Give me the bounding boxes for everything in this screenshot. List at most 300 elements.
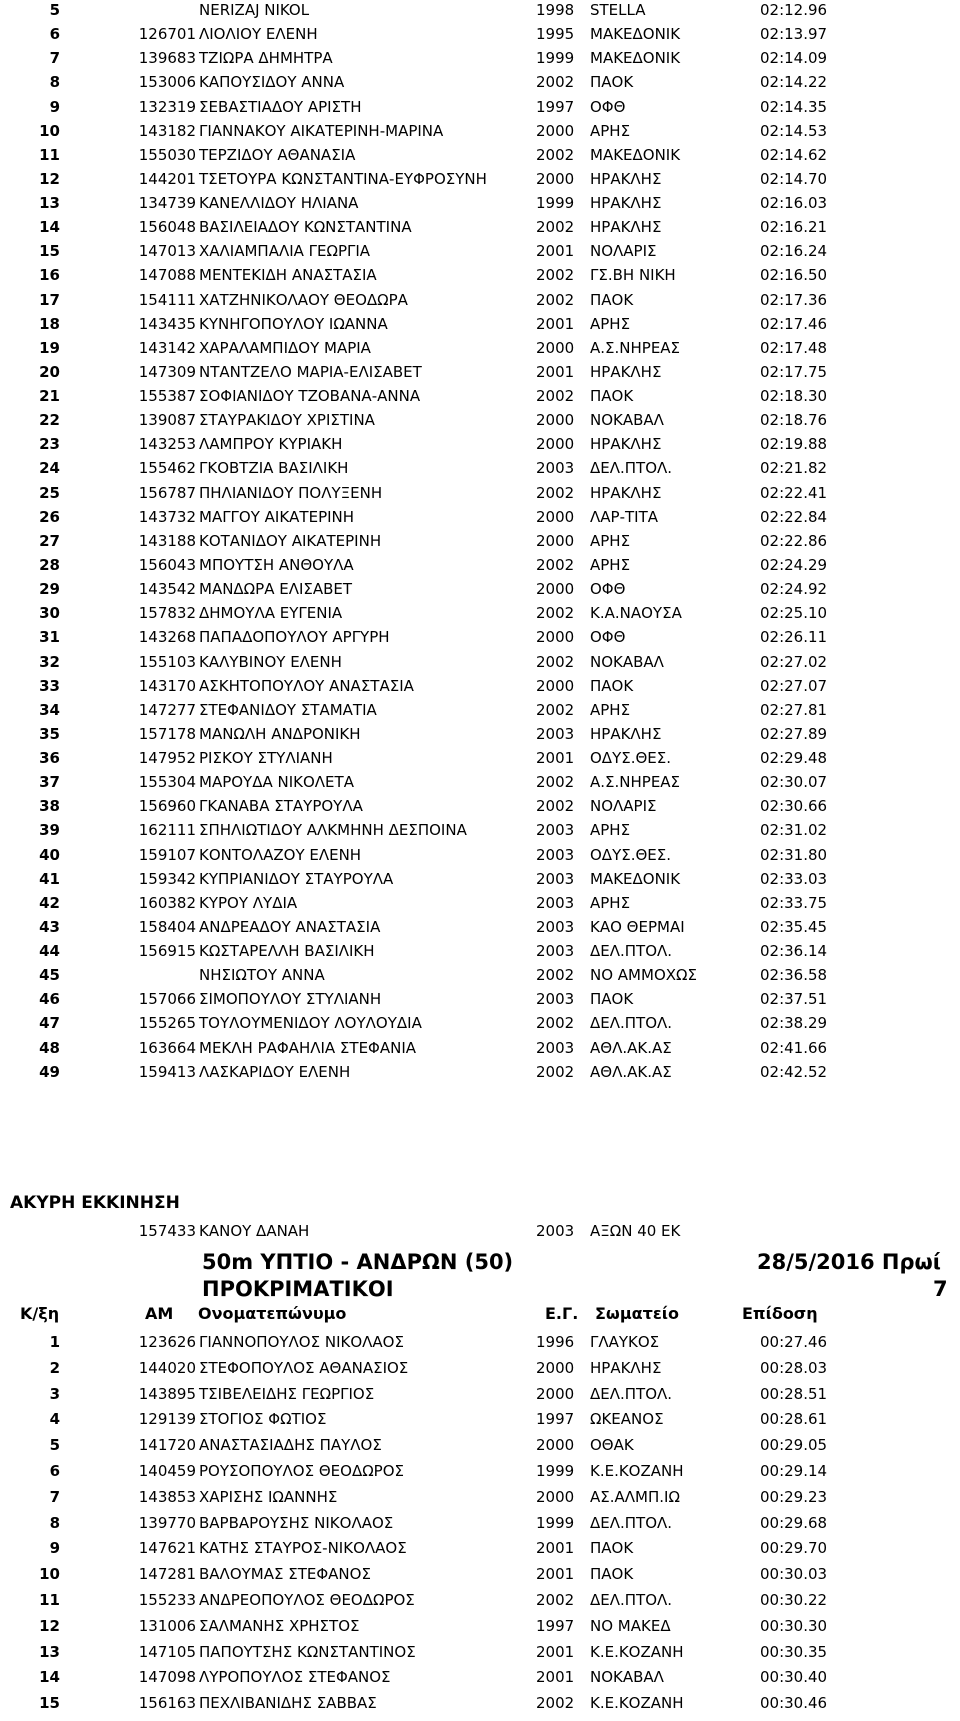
- result-year: 2001: [536, 1539, 575, 1558]
- result-name: ΠΑΠΑΔΟΠΟΥΛΟΥ ΑΡΓΥΡΗ: [199, 628, 390, 647]
- result-am: 156048: [138, 218, 196, 237]
- result-year: 2002: [536, 218, 575, 237]
- result-am: 129139: [138, 1410, 196, 1429]
- result-club: ΠΑΟΚ: [590, 676, 634, 695]
- result-club: ΝΟΛΑΡΙΣ: [590, 242, 657, 261]
- result-am: 134739: [138, 194, 196, 213]
- result-am: 157832: [138, 604, 196, 623]
- result-time: 02:27.89: [760, 724, 828, 743]
- result-name: ΒΑΡΒΑΡΟΥΣΗΣ ΝΙΚΟΛΑΟΣ: [199, 1513, 394, 1532]
- result-name: ΣΤΑΥΡΑΚΙΔΟΥ ΧΡΙΣΤΙΝΑ: [199, 411, 375, 430]
- result-rank: 16: [39, 266, 60, 285]
- result-time: 02:16.24: [760, 242, 828, 261]
- result-am: 155265: [138, 1014, 196, 1033]
- result-row: [0, 1538, 960, 1565]
- result-year: 2002: [536, 1694, 575, 1713]
- result-am: 143435: [138, 314, 196, 333]
- result-am: 155030: [138, 145, 196, 164]
- result-year: 2000: [536, 580, 575, 599]
- result-am: 147309: [138, 362, 196, 381]
- result-year: 2003: [536, 1038, 575, 1057]
- result-row: [0, 1221, 960, 1248]
- result-am: 147281: [138, 1565, 196, 1584]
- result-rank: 40: [39, 845, 60, 864]
- result-rank: 28: [39, 555, 60, 574]
- result-year: 2002: [536, 604, 575, 623]
- result-rank: 39: [39, 821, 60, 840]
- result-club: ΠΑΟΚ: [590, 990, 634, 1009]
- result-row: [0, 1384, 960, 1411]
- result-name: ΝΗΣΙΩΤΟΥ ΑΝΝΑ: [199, 966, 325, 985]
- event-round: ΠΡΟΚΡΙΜΑΤΙΚΟΙ: [202, 1277, 394, 1301]
- result-year: 1999: [536, 194, 575, 213]
- result-rank: 11: [39, 145, 60, 164]
- result-time: 00:30.35: [760, 1642, 828, 1661]
- result-year: 2003: [536, 942, 575, 961]
- result-club: STELLA: [590, 1, 646, 19]
- result-year: 2003: [536, 821, 575, 840]
- result-year: 2000: [536, 338, 575, 357]
- result-club: ΟΘΑΚ: [590, 1436, 634, 1455]
- event-session: 7: [933, 1277, 948, 1301]
- result-rank: 31: [39, 628, 60, 647]
- result-name: ΚΥΝΗΓΟΠΟΥΛΟΥ ΙΩΑΝΝΑ: [199, 314, 388, 333]
- result-row: [0, 820, 960, 847]
- result-am: 140459: [138, 1462, 196, 1480]
- result-time: 00:30.40: [760, 1668, 828, 1687]
- result-row: [0, 434, 960, 461]
- result-club: ΔΕΛ.ΠΤΟΛ.: [590, 1014, 673, 1033]
- result-club: ΜΑΚΕΔΟΝΙΚ: [590, 25, 681, 44]
- result-rank: 18: [39, 314, 60, 333]
- result-name: ΣΑΛΜΑΝΗΣ ΧΡΗΣΤΟΣ: [199, 1616, 360, 1635]
- result-rank: 2: [49, 1358, 60, 1377]
- result-row: [0, 700, 960, 727]
- result-name: ΓΚΟΒΤΖΙΑ ΒΑΣΙΛΙΚΗ: [199, 459, 349, 478]
- result-rank: 10: [39, 1565, 60, 1584]
- result-rank: 33: [39, 676, 60, 695]
- result-year: 2002: [536, 387, 575, 406]
- result-time: 02:17.48: [760, 338, 828, 357]
- result-time: 02:31.80: [760, 845, 828, 864]
- result-club: ΑΡΗΣ: [590, 893, 631, 912]
- result-year: 2000: [536, 676, 575, 695]
- result-time: 02:12.96: [760, 1, 828, 19]
- result-time: 00:28.51: [760, 1384, 828, 1403]
- result-name: ΤΕΡΖΙΔΟΥ ΑΘΑΝΑΣΙΑ: [199, 145, 356, 164]
- result-name: ΠΗΛΙΑΝΙΔΟΥ ΠΟΛΥΞΕΝΗ: [199, 483, 383, 502]
- header-club: Σωματείο: [595, 1304, 679, 1323]
- result-time: 02:14.35: [760, 97, 828, 116]
- result-name: ΣΙΜΟΠΟΥΛΟΥ ΣΤΥΛΙΑΝΗ: [199, 990, 382, 1009]
- result-rank: 29: [39, 580, 60, 599]
- result-year: 2002: [536, 773, 575, 792]
- result-rank: 23: [39, 435, 60, 454]
- result-club: ΠΑΟΚ: [590, 1539, 634, 1558]
- result-am: 157066: [138, 990, 196, 1009]
- result-rank: 49: [39, 1062, 60, 1081]
- result-club: ΑΣ.ΑΛΜΠ.ΙΩ: [590, 1487, 680, 1506]
- result-time: 02:16.50: [760, 266, 828, 285]
- result-name: ΧΑΤΖΗΝΙΚΟΛΑΟΥ ΘΕΟΔΩΡΑ: [199, 290, 408, 309]
- result-year: 2001: [536, 362, 575, 381]
- result-year: 2002: [536, 145, 575, 164]
- result-club: ΝΟΚΑΒΑΛ: [590, 652, 664, 671]
- result-row: [0, 314, 960, 341]
- result-club: ΑΡΗΣ: [590, 314, 631, 333]
- result-year: 2000: [536, 628, 575, 647]
- result-year: 1997: [536, 1616, 575, 1635]
- result-time: 02:19.88: [760, 435, 828, 454]
- result-rank: 15: [39, 242, 60, 261]
- result-am: 143182: [138, 121, 196, 140]
- result-rank: 9: [49, 1539, 60, 1558]
- result-rank: 3: [49, 1384, 60, 1403]
- result-name: ΑΣΚΗΤΟΠΟΥΛΟΥ ΑΝΑΣΤΑΣΙΑ: [199, 676, 414, 695]
- result-time: 00:29.23: [760, 1487, 828, 1506]
- result-am: 156787: [138, 483, 196, 502]
- result-am: 157178: [138, 724, 196, 743]
- result-name: ΣΠΗΛΙΩΤΙΔΟΥ ΑΛΚΜΗΝΗ ΔΕΣΠΟΙΝΑ: [199, 821, 467, 840]
- header-name: Ονοματεπώνυμο: [198, 1304, 347, 1323]
- result-rank: 32: [39, 652, 60, 671]
- result-name: ΑΝΔΡΕΟΠΟΥΛΟΣ ΘΕΟΔΩΡΟΣ: [199, 1591, 415, 1609]
- result-name: ΚΟΤΑΝΙΔΟΥ ΑΙΚΑΤΕΡΙΝΗ: [199, 531, 382, 550]
- result-rank: 43: [39, 917, 60, 936]
- result-am: 153006: [138, 73, 196, 92]
- result-rank: 24: [39, 459, 60, 478]
- result-club: ΩΚΕΑΝΟΣ: [590, 1410, 664, 1429]
- result-time: 02:17.36: [760, 290, 828, 309]
- result-row: [0, 483, 960, 510]
- result-rank: 11: [39, 1591, 60, 1609]
- result-time: 02:27.81: [760, 700, 828, 719]
- result-row: [0, 748, 960, 775]
- result-rank: 4: [49, 1410, 60, 1429]
- result-row: [0, 48, 960, 75]
- result-year: 2000: [536, 1384, 575, 1403]
- result-year: 2000: [536, 169, 575, 188]
- result-rank: 44: [39, 942, 60, 961]
- result-am: 147088: [138, 266, 196, 285]
- result-name: ΡΙΣΚΟΥ ΣΤΥΛΙΑΝΗ: [199, 749, 333, 768]
- result-am: 143188: [138, 531, 196, 550]
- result-club: Κ.Ε.ΚΟΖΑΝΗ: [590, 1694, 684, 1713]
- result-club: Κ.Ε.ΚΟΖΑΝΗ: [590, 1462, 684, 1480]
- result-year: 2003: [536, 893, 575, 912]
- result-time: 00:29.68: [760, 1513, 828, 1532]
- result-rank: 25: [39, 483, 60, 502]
- result-year: 2002: [536, 1591, 575, 1609]
- result-row: [0, 796, 960, 823]
- result-club: ΛΑΡ-ΤΙΤΑ: [590, 507, 658, 526]
- result-name: ΡΟΥΣΟΠΟΥΛΟΣ ΘΕΟΔΩΡΟΣ: [199, 1462, 405, 1480]
- result-row: [0, 1487, 960, 1514]
- result-am: 147277: [138, 700, 196, 719]
- result-name: ΝΤΑΝΤΖΕΛΟ ΜΑΡΙΑ-ΕΛΙΣΑΒΕΤ: [199, 362, 422, 381]
- result-rank: 22: [39, 411, 60, 430]
- result-row: [0, 917, 960, 944]
- result-time: 02:36.14: [760, 942, 828, 961]
- result-time: 02:24.29: [760, 555, 828, 574]
- result-time: 02:41.66: [760, 1038, 828, 1057]
- result-year: 2000: [536, 531, 575, 550]
- result-year: 2001: [536, 1642, 575, 1661]
- result-club: Α.Σ.ΝΗΡΕΑΣ: [590, 773, 681, 792]
- result-am: 147105: [138, 1642, 196, 1661]
- result-time: 00:28.03: [760, 1358, 828, 1377]
- result-club: Κ.Α.ΝΑΟΥΣΑ: [590, 604, 682, 623]
- result-name: ΣΕΒΑΣΤΙΑΔΟΥ ΑΡΙΣΤΗ: [199, 97, 362, 116]
- result-club: ΝΟ ΑΜΜΟΧΩΣ: [590, 966, 697, 985]
- result-club: ΜΑΚΕΔΟΝΙΚ: [590, 869, 681, 888]
- result-row: [0, 1332, 960, 1359]
- result-rank: 7: [49, 49, 60, 68]
- result-name: ΓΚΑΝΑΒΑ ΣΤΑΥΡΟΥΛΑ: [199, 797, 363, 816]
- result-time: 02:21.82: [760, 459, 828, 478]
- result-row: [0, 1513, 960, 1540]
- result-time: 02:27.07: [760, 676, 828, 695]
- result-rank: 46: [39, 990, 60, 1009]
- result-name: ΒΑΣΙΛΕΙΑΔΟΥ ΚΩΝΣΤΑΝΤΙΝΑ: [199, 218, 412, 237]
- result-club: ΔΕΛ.ΠΤΟΛ.: [590, 1384, 673, 1403]
- result-club: ΝΟΚΑΒΑΛ: [590, 1668, 664, 1687]
- result-rank: 6: [49, 25, 60, 44]
- result-year: 1999: [536, 1462, 575, 1480]
- result-am: 155387: [138, 387, 196, 406]
- result-time: 00:30.03: [760, 1565, 828, 1584]
- result-row: [0, 652, 960, 679]
- result-club: ΟΦΘ: [590, 97, 626, 116]
- result-name: ΧΑΛΙΑΜΠΑΛΙΑ ΓΕΩΡΓΙΑ: [199, 242, 371, 261]
- result-am: 156163: [138, 1694, 196, 1713]
- header-time: Επίδοση: [742, 1304, 818, 1323]
- result-club: ΑΡΗΣ: [590, 821, 631, 840]
- result-rank: 36: [39, 749, 60, 768]
- result-row: [0, 869, 960, 896]
- result-name: ΚΥΡΟΥ ΛΥΔΙΑ: [199, 893, 298, 912]
- result-name: ΣΤΕΦΟΠΟΥΛΟΣ ΑΘΑΝΑΣΙΟΣ: [199, 1358, 409, 1377]
- result-time: 02:35.45: [760, 917, 828, 936]
- result-rank: 9: [49, 97, 60, 116]
- result-am: 159107: [138, 845, 196, 864]
- result-name: ΤΣΕΤΟΥΡΑ ΚΩΝΣΤΑΝΤΙΝΑ-ΕΥΦΡΟΣΥΝΗ: [199, 169, 487, 188]
- result-name: ΑΝΔΡΕΑΔΟΥ ΑΝΑΣΤΑΣΙΑ: [199, 917, 381, 936]
- result-row: [0, 531, 960, 558]
- result-am: 159413: [138, 1062, 196, 1081]
- result-name: ΒΑΛΟΥΜΑΣ ΣΤΕΦΑΝΟΣ: [199, 1565, 371, 1584]
- result-year: 2000: [536, 411, 575, 430]
- result-time: 02:22.41: [760, 483, 828, 502]
- result-club: ΟΔΥΣ.ΘΕΣ.: [590, 845, 672, 864]
- result-am: 143170: [138, 676, 196, 695]
- result-rank: 45: [39, 966, 60, 985]
- result-row: [0, 989, 960, 1016]
- result-rank: 8: [49, 73, 60, 92]
- result-year: 2002: [536, 652, 575, 671]
- header-am: ΑΜ: [145, 1304, 174, 1323]
- result-name: ΤΟΥΛΟΥΜΕΝΙΔΟΥ ΛΟΥΛΟΥΔΙΑ: [199, 1014, 422, 1033]
- result-club: ΔΕΛ.ΠΤΟΛ.: [590, 1513, 673, 1532]
- result-year: 2000: [536, 435, 575, 454]
- result-rank: 14: [39, 218, 60, 237]
- result-club: ΑΡΗΣ: [590, 555, 631, 574]
- result-row: [0, 1013, 960, 1040]
- result-time: 00:28.61: [760, 1410, 828, 1429]
- result-time: 02:16.03: [760, 194, 828, 213]
- result-name: ΣΟΦΙΑΝΙΔΟΥ ΤΖΟΒΑΝΑ-ΑΝΝΑ: [199, 387, 421, 406]
- result-year: 2002: [536, 700, 575, 719]
- result-row: [0, 121, 960, 148]
- result-time: 02:42.52: [760, 1062, 828, 1081]
- result-row: [0, 72, 960, 99]
- result-year: 2002: [536, 1014, 575, 1033]
- result-row: [0, 1590, 960, 1617]
- result-row: [0, 386, 960, 413]
- result-year: 2000: [536, 1358, 575, 1377]
- result-year: 2002: [536, 483, 575, 502]
- result-time: 02:37.51: [760, 990, 828, 1009]
- result-club: ΗΡΑΚΛΗΣ: [590, 483, 662, 502]
- result-time: 02:18.76: [760, 411, 828, 430]
- result-time: 02:14.70: [760, 169, 828, 188]
- result-year: 2002: [536, 290, 575, 309]
- result-year: 1995: [536, 25, 575, 44]
- result-name: ΜΑΓΓΟΥ ΑΙΚΑΤΕΡΙΝΗ: [199, 507, 355, 526]
- result-name: ΚΥΠΡΙΑΝΙΔΟΥ ΣΤΑΥΡΟΥΛΑ: [199, 869, 394, 888]
- result-am: 147621: [138, 1539, 196, 1558]
- result-name: ΚΩΣΤΑΡΕΛΛΗ ΒΑΣΙΛΙΚΗ: [199, 942, 375, 961]
- result-am: 143542: [138, 580, 196, 599]
- result-am: 143895: [138, 1384, 196, 1403]
- result-am: 155304: [138, 773, 196, 792]
- result-name: ΛΥΡΟΠΟΥΛΟΣ ΣΤΕΦΑΝΟΣ: [199, 1668, 391, 1687]
- result-rank: 5: [49, 1, 60, 19]
- result-time: 02:16.21: [760, 218, 828, 237]
- result-time: 02:24.92: [760, 580, 828, 599]
- result-rank: 8: [49, 1513, 60, 1532]
- result-year: 2002: [536, 797, 575, 816]
- result-year: 1998: [536, 1, 575, 19]
- result-row: [0, 217, 960, 244]
- result-rank: 17: [39, 290, 60, 309]
- result-row: [0, 1435, 960, 1462]
- result-am: 139683: [138, 49, 196, 68]
- result-am: 139770: [138, 1513, 196, 1532]
- result-rank: 12: [39, 1616, 60, 1635]
- result-rank: 41: [39, 869, 60, 888]
- result-year: 2002: [536, 1062, 575, 1081]
- result-am: 156915: [138, 942, 196, 961]
- result-am: 154111: [138, 290, 196, 309]
- result-row: [0, 1693, 960, 1720]
- result-row: [0, 893, 960, 920]
- result-club: ΗΡΑΚΛΗΣ: [590, 1358, 662, 1377]
- result-club: ΝΟΚΑΒΑΛ: [590, 411, 664, 430]
- result-time: 02:29.48: [760, 749, 828, 768]
- result-rank: 47: [39, 1014, 60, 1033]
- result-time: 02:25.10: [760, 604, 828, 623]
- result-row: [0, 410, 960, 437]
- result-name: ΣΤΕΦΑΝΙΔΟΥ ΣΤΑΜΑΤΙΑ: [199, 700, 377, 719]
- result-row: [0, 1038, 960, 1065]
- result-rank: 26: [39, 507, 60, 526]
- result-club: ΟΦΘ: [590, 580, 626, 599]
- result-row: [0, 290, 960, 317]
- result-rank: 37: [39, 773, 60, 792]
- event-date: 28/5/2016 Πρωί: [757, 1250, 941, 1274]
- result-am: 156960: [138, 797, 196, 816]
- result-rank: 14: [39, 1668, 60, 1687]
- result-club: ΟΦΘ: [590, 628, 626, 647]
- result-year: 2003: [536, 869, 575, 888]
- result-year: 1999: [536, 1513, 575, 1532]
- result-row: [0, 0, 960, 27]
- result-am: 155462: [138, 459, 196, 478]
- result-time: 02:33.75: [760, 893, 828, 912]
- result-club: ΗΡΑΚΛΗΣ: [590, 169, 662, 188]
- result-rank: 30: [39, 604, 60, 623]
- result-rank: 48: [39, 1038, 60, 1057]
- result-am: 143142: [138, 338, 196, 357]
- result-time: 02:13.97: [760, 25, 828, 44]
- result-rank: 35: [39, 724, 60, 743]
- result-row: [0, 579, 960, 606]
- result-row: [0, 1642, 960, 1669]
- result-year: 2002: [536, 966, 575, 985]
- result-row: [0, 145, 960, 172]
- result-row: [0, 265, 960, 292]
- header-yob: Ε.Γ.: [545, 1304, 579, 1323]
- result-club: ΠΑΟΚ: [590, 290, 634, 309]
- result-time: 02:14.62: [760, 145, 828, 164]
- result-am: 157433: [138, 1222, 196, 1240]
- result-year: 2003: [536, 724, 575, 743]
- result-row: [0, 1062, 960, 1089]
- result-time: 02:17.46: [760, 314, 828, 333]
- result-row: [0, 845, 960, 872]
- result-name: ΜΕΚΛΗ ΡΑΦΑΗΛΙΑ ΣΤΕΦΑΝΙΑ: [199, 1038, 417, 1057]
- result-name: ΠΕΧΛΙΒΑΝΙΔΗΣ ΣΑΒΒΑΣ: [199, 1694, 377, 1713]
- header-rank: Κ/ξη: [20, 1304, 60, 1323]
- void-start-label: ΑΚΥΡΗ ΕΚΚΙΝΗΣΗ: [10, 1193, 180, 1213]
- result-time: 02:30.07: [760, 773, 828, 792]
- result-time: 02:14.22: [760, 73, 828, 92]
- result-rank: 27: [39, 531, 60, 550]
- result-club: ΗΡΑΚΛΗΣ: [590, 435, 662, 454]
- result-year: 2000: [536, 121, 575, 140]
- result-year: 2003: [536, 845, 575, 864]
- result-row: [0, 338, 960, 365]
- result-year: 2002: [536, 266, 575, 285]
- result-am: 160382: [138, 893, 196, 912]
- result-row: [0, 965, 960, 992]
- result-year: 2002: [536, 555, 575, 574]
- result-am: 143732: [138, 507, 196, 526]
- result-club: ΠΑΟΚ: [590, 387, 634, 406]
- result-rank: 6: [49, 1462, 60, 1480]
- result-year: 2001: [536, 314, 575, 333]
- result-row: [0, 1616, 960, 1643]
- result-rank: 19: [39, 338, 60, 357]
- result-am: 126701: [138, 25, 196, 44]
- result-row: [0, 1409, 960, 1436]
- result-name: ΤΖΙΩΡΑ ΔΗΜΗΤΡΑ: [199, 49, 333, 68]
- result-row: [0, 724, 960, 751]
- result-year: 2001: [536, 242, 575, 261]
- result-club: ΗΡΑΚΛΗΣ: [590, 724, 662, 743]
- result-time: 00:30.30: [760, 1616, 828, 1635]
